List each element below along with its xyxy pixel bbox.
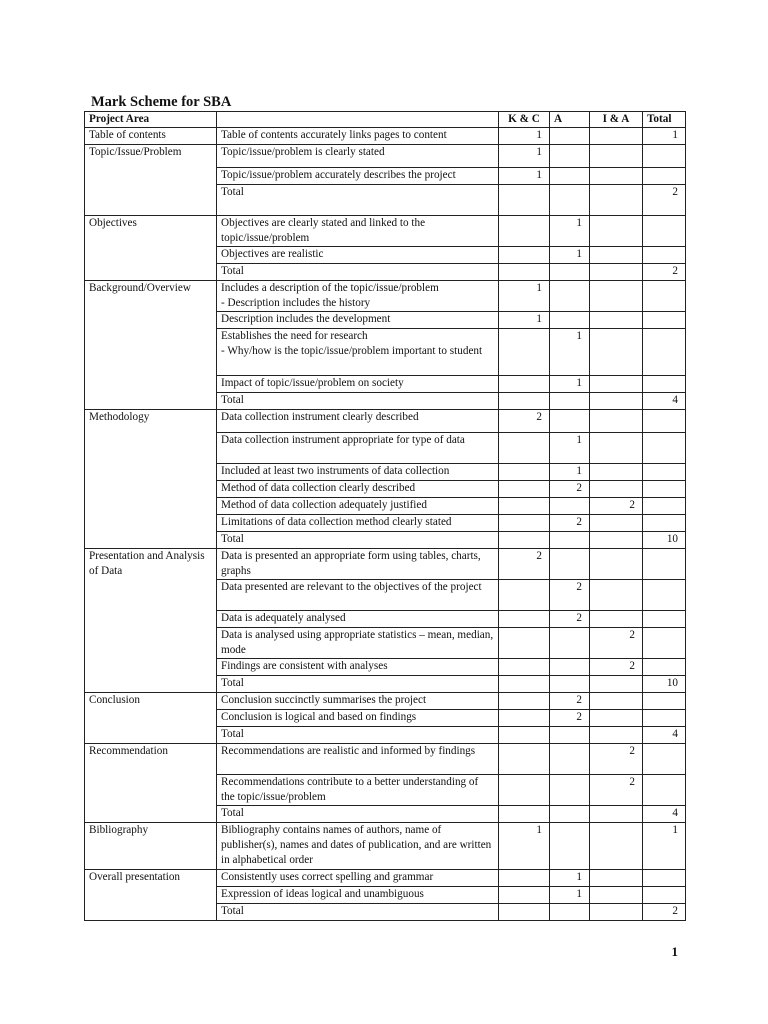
- a-mark-cell: [550, 904, 590, 921]
- total-mark-cell: [643, 870, 686, 887]
- a-mark-cell: 1: [550, 216, 590, 247]
- total-mark-cell: [643, 481, 686, 498]
- ia-mark-cell: [590, 693, 643, 710]
- ia-mark-cell: [590, 264, 643, 281]
- kc-mark-cell: [499, 744, 550, 775]
- a-mark-cell: [550, 549, 590, 580]
- ia-mark-cell: [590, 532, 643, 549]
- a-mark-cell: 2: [550, 481, 590, 498]
- criterion-cell: Establishes the need for research - Why/how is the topic/issue/problem important to student: [217, 329, 499, 376]
- criterion-cell: Data collection instrument appropriate for type of data: [217, 433, 499, 464]
- project-area-cell: Presentation and Analysis of Data: [85, 549, 217, 693]
- total-mark-cell: [643, 611, 686, 628]
- project-area-cell: Background/Overview: [85, 281, 217, 410]
- a-mark-cell: 2: [550, 580, 590, 611]
- kc-mark-cell: [499, 433, 550, 464]
- a-mark-cell: [550, 676, 590, 693]
- criterion-cell: Objectives are clearly stated and linked to the topic/issue/problem: [217, 216, 499, 247]
- total-mark-cell: 10: [643, 676, 686, 693]
- a-mark-cell: [550, 312, 590, 329]
- criterion-cell: Conclusion succinctly summarises the project: [217, 693, 499, 710]
- criterion-cell: Data is presented an appropriate form using tables, charts, graphs: [217, 549, 499, 580]
- a-mark-cell: 2: [550, 515, 590, 532]
- a-mark-cell: 1: [550, 329, 590, 376]
- criterion-cell: Data is adequately analysed: [217, 611, 499, 628]
- kc-mark-cell: [499, 775, 550, 806]
- total-mark-cell: 1: [643, 823, 686, 870]
- a-mark-cell: 1: [550, 887, 590, 904]
- kc-mark-cell: 1: [499, 128, 550, 145]
- criterion-cell: Data presented are relevant to the objectives of the project: [217, 580, 499, 611]
- criterion-cell: Objectives are realistic: [217, 247, 499, 264]
- ia-mark-cell: [590, 410, 643, 433]
- total-mark-cell: [643, 410, 686, 433]
- a-mark-cell: [550, 806, 590, 823]
- ia-mark-cell: [590, 887, 643, 904]
- ia-mark-cell: 2: [590, 498, 643, 515]
- total-mark-cell: 4: [643, 727, 686, 744]
- header-project-area: Project Area: [85, 112, 217, 128]
- kc-mark-cell: [499, 904, 550, 921]
- mark-scheme-table: [84, 111, 686, 921]
- a-mark-cell: 2: [550, 710, 590, 727]
- ia-mark-cell: [590, 549, 643, 580]
- total-mark-cell: [643, 693, 686, 710]
- total-label-cell: Total: [217, 676, 499, 693]
- a-mark-cell: 1: [550, 870, 590, 887]
- criterion-cell: Conclusion is logical and based on findings: [217, 710, 499, 727]
- total-mark-cell: 2: [643, 904, 686, 921]
- ia-mark-cell: [590, 281, 643, 312]
- total-label-cell: Total: [217, 264, 499, 281]
- criterion-cell: Bibliography contains names of authors, name of publisher(s), names and dates of publication, and are written in alphabetical order: [217, 823, 499, 870]
- a-mark-cell: 2: [550, 611, 590, 628]
- ia-mark-cell: [590, 329, 643, 376]
- ia-mark-cell: [590, 806, 643, 823]
- kc-mark-cell: [499, 628, 550, 659]
- kc-mark-cell: 1: [499, 145, 550, 168]
- total-mark-cell: 1: [643, 128, 686, 145]
- criterion-cell: Recommendations are realistic and informed by findings: [217, 744, 499, 775]
- kc-mark-cell: [499, 464, 550, 481]
- header-ia: I & A: [590, 112, 643, 128]
- ia-mark-cell: [590, 312, 643, 329]
- a-mark-cell: [550, 393, 590, 410]
- table-row: [85, 744, 686, 775]
- ia-mark-cell: [590, 145, 643, 168]
- a-mark-cell: 1: [550, 464, 590, 481]
- ia-mark-cell: [590, 870, 643, 887]
- criterion-cell: Table of contents accurately links pages to content: [217, 128, 499, 145]
- a-mark-cell: [550, 532, 590, 549]
- ia-mark-cell: [590, 710, 643, 727]
- a-mark-cell: [550, 128, 590, 145]
- total-mark-cell: [643, 216, 686, 247]
- kc-mark-cell: 1: [499, 281, 550, 312]
- ia-mark-cell: [590, 904, 643, 921]
- criterion-cell: Description includes the development: [217, 312, 499, 329]
- kc-mark-cell: [499, 659, 550, 676]
- kc-mark-cell: [499, 393, 550, 410]
- total-mark-cell: [643, 628, 686, 659]
- criterion-cell: Impact of topic/issue/problem on society: [217, 376, 499, 393]
- kc-mark-cell: [499, 580, 550, 611]
- total-mark-cell: [643, 580, 686, 611]
- kc-mark-cell: 1: [499, 312, 550, 329]
- a-mark-cell: 1: [550, 433, 590, 464]
- a-mark-cell: 2: [550, 693, 590, 710]
- kc-mark-cell: [499, 710, 550, 727]
- kc-mark-cell: 2: [499, 549, 550, 580]
- ia-mark-cell: [590, 216, 643, 247]
- ia-mark-cell: [590, 168, 643, 185]
- a-mark-cell: [550, 168, 590, 185]
- ia-mark-cell: [590, 611, 643, 628]
- header-row: [85, 112, 686, 128]
- total-mark-cell: [643, 498, 686, 515]
- criterion-cell: Data collection instrument clearly described: [217, 410, 499, 433]
- a-mark-cell: [550, 659, 590, 676]
- a-mark-cell: [550, 264, 590, 281]
- total-mark-cell: [643, 710, 686, 727]
- total-mark-cell: [643, 549, 686, 580]
- table-row: [85, 128, 686, 145]
- a-mark-cell: 1: [550, 376, 590, 393]
- total-mark-cell: [643, 515, 686, 532]
- kc-mark-cell: [499, 329, 550, 376]
- project-area-cell: Topic/Issue/Problem: [85, 145, 217, 216]
- total-mark-cell: [643, 329, 686, 376]
- ia-mark-cell: 2: [590, 628, 643, 659]
- total-mark-cell: 4: [643, 806, 686, 823]
- ia-mark-cell: 2: [590, 775, 643, 806]
- ia-mark-cell: [590, 185, 643, 216]
- ia-mark-cell: [590, 433, 643, 464]
- kc-mark-cell: [499, 264, 550, 281]
- ia-mark-cell: [590, 481, 643, 498]
- ia-mark-cell: 2: [590, 659, 643, 676]
- kc-mark-cell: [499, 532, 550, 549]
- total-mark-cell: [643, 312, 686, 329]
- total-mark-cell: 10: [643, 532, 686, 549]
- kc-mark-cell: [499, 870, 550, 887]
- ia-mark-cell: [590, 464, 643, 481]
- criterion-cell: Findings are consistent with analyses: [217, 659, 499, 676]
- ia-mark-cell: [590, 247, 643, 264]
- total-mark-cell: [643, 775, 686, 806]
- header-kc: K & C: [499, 112, 550, 128]
- kc-mark-cell: [499, 216, 550, 247]
- kc-mark-cell: [499, 498, 550, 515]
- kc-mark-cell: [499, 806, 550, 823]
- a-mark-cell: 1: [550, 247, 590, 264]
- project-area-cell: Methodology: [85, 410, 217, 549]
- table-row: [85, 693, 686, 710]
- a-mark-cell: [550, 775, 590, 806]
- total-mark-cell: [643, 433, 686, 464]
- criterion-cell: Topic/issue/problem accurately describes the project: [217, 168, 499, 185]
- a-mark-cell: [550, 823, 590, 870]
- table-row: [85, 145, 686, 168]
- ia-mark-cell: [590, 515, 643, 532]
- ia-mark-cell: [590, 727, 643, 744]
- total-mark-cell: [643, 464, 686, 481]
- project-area-cell: Conclusion: [85, 693, 217, 744]
- total-label-cell: Total: [217, 185, 499, 216]
- a-mark-cell: [550, 145, 590, 168]
- ia-mark-cell: [590, 376, 643, 393]
- total-mark-cell: [643, 168, 686, 185]
- ia-mark-cell: [590, 676, 643, 693]
- total-mark-cell: 4: [643, 393, 686, 410]
- criterion-cell: Included at least two instruments of data collection: [217, 464, 499, 481]
- kc-mark-cell: [499, 515, 550, 532]
- project-area-cell: Recommendation: [85, 744, 217, 823]
- a-mark-cell: [550, 185, 590, 216]
- total-label-cell: Total: [217, 532, 499, 549]
- kc-mark-cell: 1: [499, 168, 550, 185]
- kc-mark-cell: 2: [499, 410, 550, 433]
- kc-mark-cell: [499, 693, 550, 710]
- table-row: [85, 410, 686, 433]
- header-criteria: [217, 112, 499, 128]
- header-total: Total: [643, 112, 686, 128]
- total-mark-cell: [643, 376, 686, 393]
- ia-mark-cell: 2: [590, 744, 643, 775]
- kc-mark-cell: [499, 611, 550, 628]
- criterion-cell: Method of data collection adequately justified: [217, 498, 499, 515]
- total-mark-cell: [643, 744, 686, 775]
- criterion-cell: Expression of ideas logical and unambiguous: [217, 887, 499, 904]
- kc-mark-cell: [499, 887, 550, 904]
- project-area-cell: Table of contents: [85, 128, 217, 145]
- a-mark-cell: [550, 498, 590, 515]
- kc-mark-cell: [499, 185, 550, 216]
- kc-mark-cell: [499, 376, 550, 393]
- project-area-cell: Bibliography: [85, 823, 217, 870]
- a-mark-cell: [550, 744, 590, 775]
- total-mark-cell: 2: [643, 185, 686, 216]
- a-mark-cell: [550, 628, 590, 659]
- kc-mark-cell: [499, 247, 550, 264]
- table-row: [85, 549, 686, 580]
- header-a: A: [550, 112, 590, 128]
- ia-mark-cell: [590, 823, 643, 870]
- total-label-cell: Total: [217, 806, 499, 823]
- page-number: 1: [671, 944, 678, 959]
- a-mark-cell: [550, 727, 590, 744]
- criterion-cell: Includes a description of the topic/issue/problem - Description includes the history: [217, 281, 499, 312]
- criterion-cell: Consistently uses correct spelling and grammar: [217, 870, 499, 887]
- total-label-cell: Total: [217, 727, 499, 744]
- criterion-cell: Recommendations contribute to a better understanding of the topic/issue/problem: [217, 775, 499, 806]
- total-mark-cell: [643, 281, 686, 312]
- total-mark-cell: [643, 887, 686, 904]
- total-mark-cell: [643, 145, 686, 168]
- a-mark-cell: [550, 410, 590, 433]
- criterion-cell: Limitations of data collection method clearly stated: [217, 515, 499, 532]
- a-mark-cell: [550, 281, 590, 312]
- kc-mark-cell: 1: [499, 823, 550, 870]
- table-row: [85, 823, 686, 870]
- total-mark-cell: [643, 659, 686, 676]
- project-area-cell: Overall presentation: [85, 870, 217, 921]
- project-area-cell: Objectives: [85, 216, 217, 281]
- kc-mark-cell: [499, 676, 550, 693]
- total-mark-cell: 2: [643, 264, 686, 281]
- total-mark-cell: [643, 247, 686, 264]
- total-label-cell: Total: [217, 904, 499, 921]
- criterion-cell: Method of data collection clearly described: [217, 481, 499, 498]
- kc-mark-cell: [499, 727, 550, 744]
- ia-mark-cell: [590, 128, 643, 145]
- criterion-cell: Data is analysed using appropriate statistics – mean, median, mode: [217, 628, 499, 659]
- criterion-cell: Topic/issue/problem is clearly stated: [217, 145, 499, 168]
- document-title: Mark Scheme for SBA: [91, 94, 232, 110]
- table-row: [85, 281, 686, 312]
- kc-mark-cell: [499, 481, 550, 498]
- table-row: [85, 216, 686, 247]
- ia-mark-cell: [590, 393, 643, 410]
- ia-mark-cell: [590, 580, 643, 611]
- total-label-cell: Total: [217, 393, 499, 410]
- table-row: [85, 870, 686, 887]
